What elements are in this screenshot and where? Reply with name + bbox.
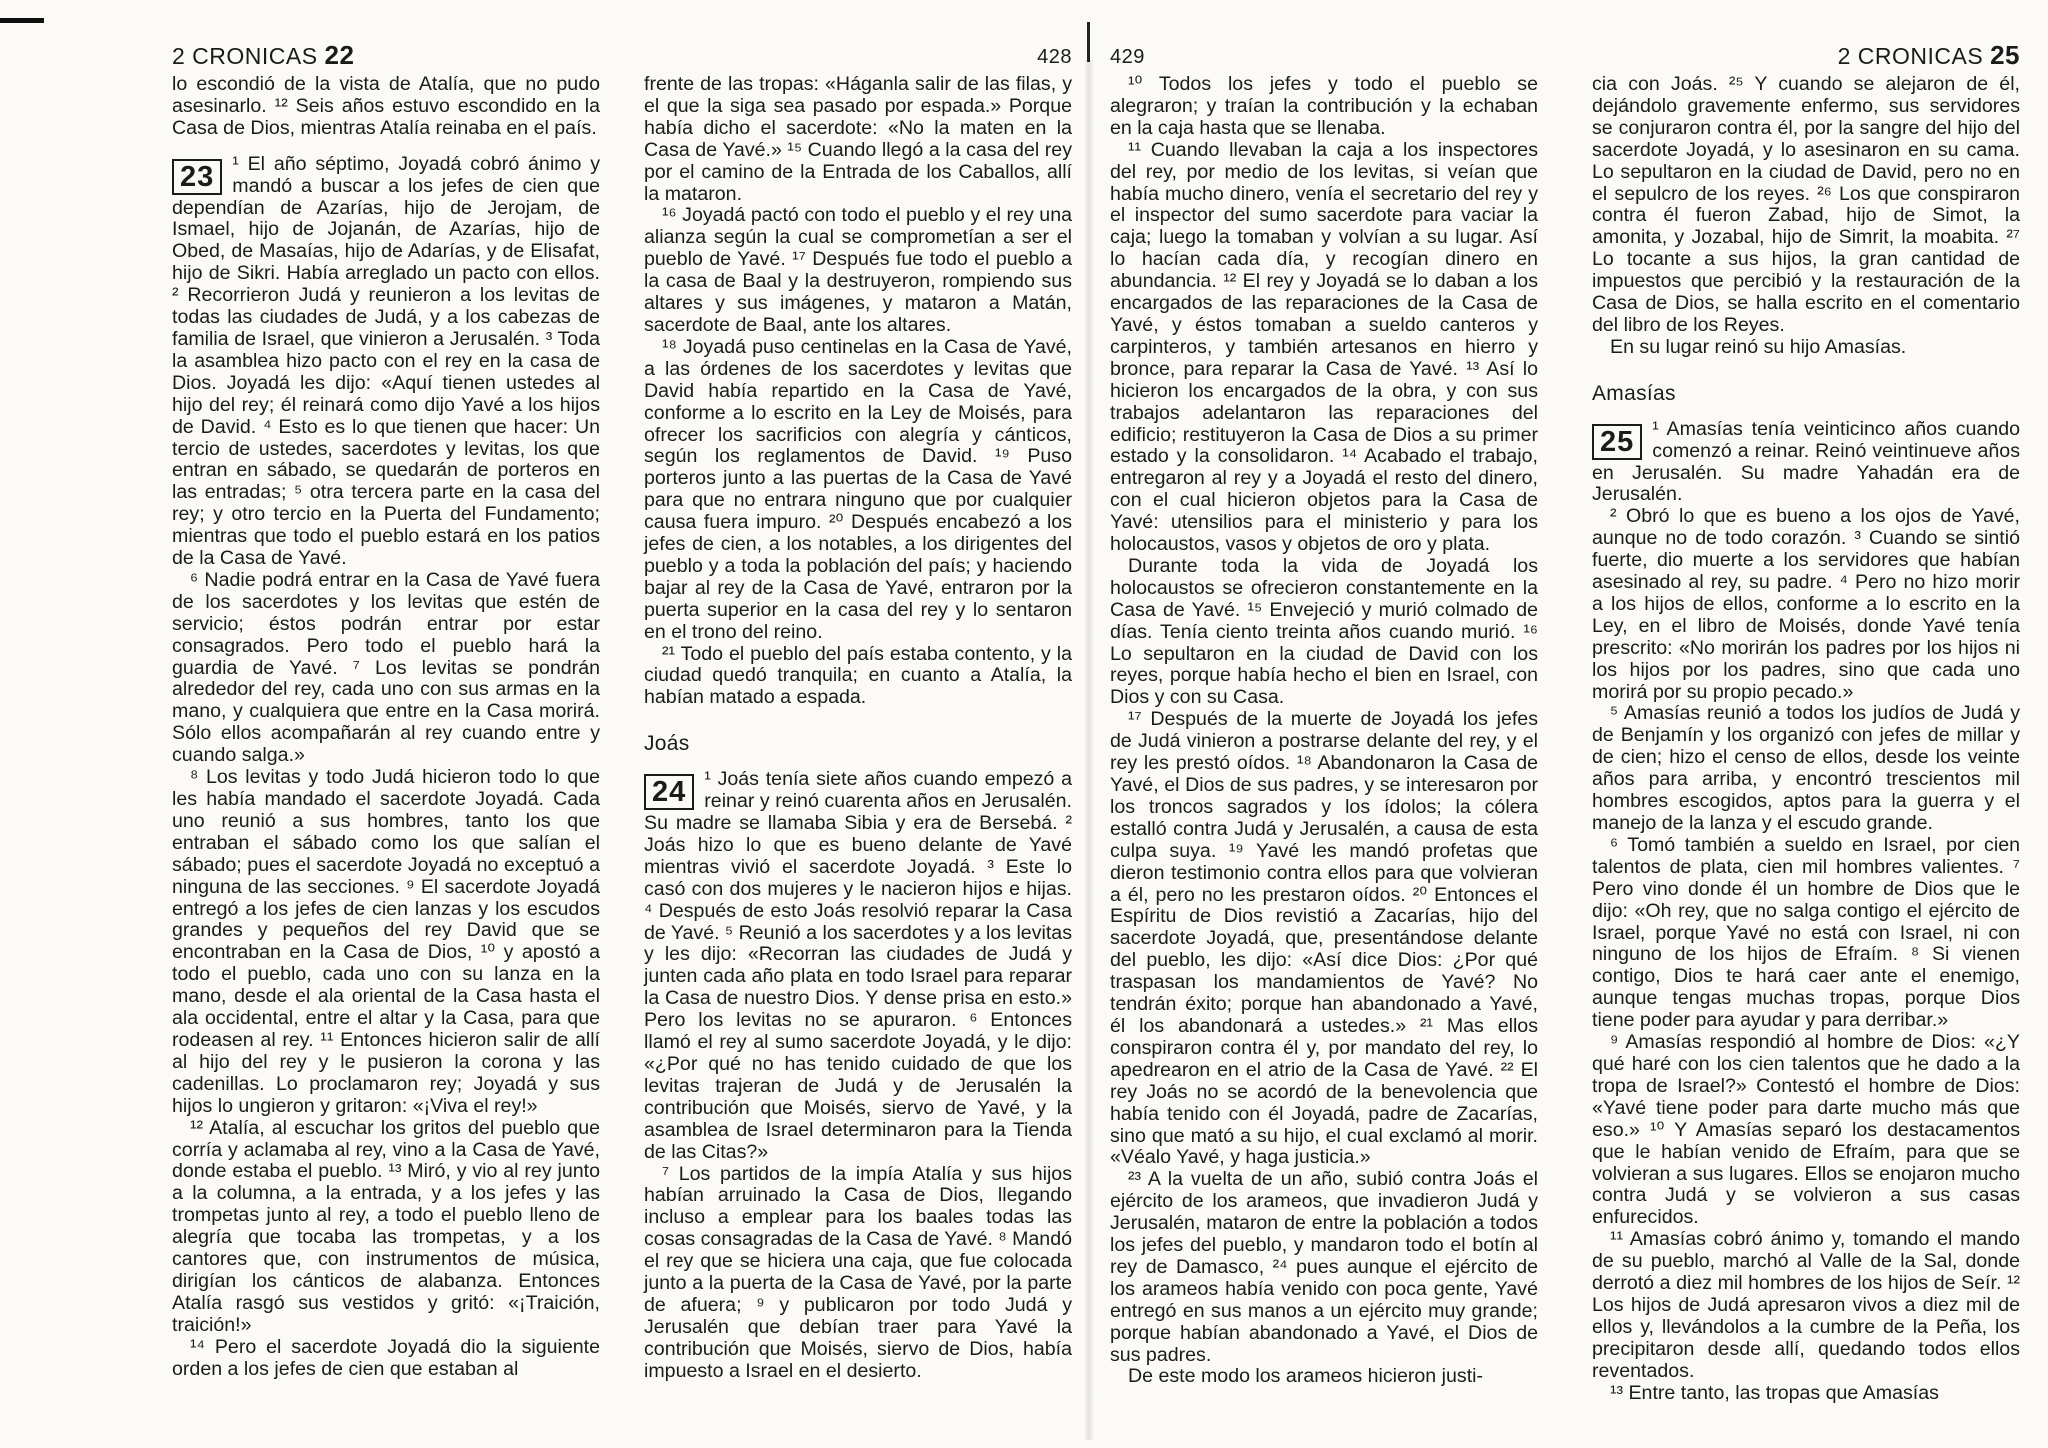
text-column	[172, 74, 600, 1383]
paragraph: lo escondió de la vista de Atalía, que no pudo asesinarlo. ¹² Seis años estuvo escondido en la Casa de Dios, mientras Atalía reinaba en el país.	[172, 73, 600, 139]
verse-text: ¹ Amasías tenía veinticinco años cuando comenzó a reinar. Reinó veintinueve años en Jerusalén. Su madre Yahadán era de Jerusalén.	[1592, 417, 2020, 506]
paragraph: ¹⁶ Joyadá pactó con todo el pueblo y el rey una alianza según la cual se comprometían a ser el pueblo de Yavé. ¹⁷ Después fue todo el pueblo a la casa de Baal y la destruyeron, rompiendo sus altares y sus imágenes, y mataron a Matán, sacerdote de Baal, ante los altares.	[644, 204, 1072, 336]
verse-text: ¹ Joás tenía siete años cuando empezó a reinar y reinó cuarenta años en Jerusalén. Su madre se llamaba Sibia y era de Bersebá. ² Joás hizo lo que es bueno delante de Yavé mientras vivió el sacerdote Joyadá. ³ Este lo casó con dos mujeres y le nacieron hijos e hijas. ⁴ Después de esto Joás resolvió reparar la Casa de Yavé. ⁵ Reunió a los sacerdotes y a los levitas y les dijo: «Recorran las ciudades de Judá y junten cada año plata en todo Israel para reparar la Casa de nuestro Dios. Y dense prisa en esto.» Pero los levitas no se apuraron. ⁶ Entonces llamó el rey al sumo sacerdote Joyadá, y le dijo: «¿Por qué no has tenido cuidado de que los levitas trajeran de Judá y de Jerusalén la contribución que Moisés, siervo de Yavé, y la asamblea de Israel determinaron para la Tienda de las Citas?»	[644, 768, 1072, 1163]
paragraph: ⁹ Amasías respondió al hombre de Dios: «¿Y qué haré con los cien talentos que he dado a la tropa de Israel?» Contestó el hombre de Dios: «Yavé tiene poder para darte mucho más que eso.» ¹⁰ Y Amasías separó los destacamentos que le habían venido de Efraím, para que se volvieran a sus lugares. Ellos se enojaron mucho contra Judá y se volvieron a sus casas enfurecidos.	[1592, 1031, 2020, 1229]
chapter-number: 24	[644, 774, 694, 810]
paragraph: ¹¹ Cuando llevaban la caja a los inspectores del rey, por medio de los levitas, si veían que había mucho dinero, venía el secretario del rey y el inspector del sumo sacerdote para vaciar la caja; luego la tomaban y volvían a su lugar. Así lo hacían cada día, y recogían dinero en abundancia. ¹² El rey y Joyadá se lo daban a los encargados de las reparaciones de la Casa de Yavé, y éstos tomaban a sueldo canteros y carpinteros, y también artesanos en hierro y bronce, para reparar la Casa de Yavé. ¹³ Así lo hicieron los encargados de la obra, y con sus trabajos adelantaron las reparaciones del edificio; restituyeron la Casa de Dios a su primer estado y la consolidaron. ¹⁴ Acabado el trabajo, entregaron al rey y a Joyadá el resto del dinero, con el cual hicieron objetos para la Casa de Yavé: utensilios para el ministerio y para los holocaustos, vasos y objetos de oro y plata.	[1110, 138, 1538, 556]
paragraph: ¹⁴ Pero el sacerdote Joyadá dio la siguiente orden a los jefes de cien que estaban al	[172, 1335, 600, 1380]
running-head	[1838, 40, 2020, 71]
paragraph: En su lugar reinó su hijo Amasías.	[1610, 335, 1907, 358]
right-page	[1110, 40, 2020, 1404]
paragraph: ⁵ Amasías reunió a todos los judíos de Judá y de Benjamín y los organizó con jefes de millar y de cien; hizo el censo de ellos, desde los veinte años para arriba, y encontró trescientos mil hombres escogidos, aptos para la guerra y el manejo de la lanza y el escudo grande.	[1592, 702, 2020, 834]
paragraph: ⁶ Tomó también a sueldo en Israel, por cien talentos de plata, cien mil hombres valientes. ⁷ Pero vino donde él un hombre de Dios que le dijo: «Oh rey, que no salga contigo el ejército de Israel, porque Yavé no está con Israel, ni con ninguno de los hijos de Efraím. ⁸ Si vienen contigo, Dios te hará caer ante el enemigo, aunque tengas muchas tropas, porque Dios tiene poder para ayudar y para derribar.»	[1592, 833, 2020, 1032]
text-column	[1592, 74, 2020, 1404]
running-head	[172, 40, 354, 71]
paragraph: ¹¹ Amasías cobró ánimo y, tomando el mando de su pueblo, marchó al Valle de la Sal, donde derrotó a diez mil hombres de los hijos de Seír. ¹² Los hijos de Judá apresaron vivos a diez mil de ellos y, llevándolos a la cumbre de la Peña, los precipitaron desde allí, quedando todos ellos reventados.	[1592, 1228, 2020, 1382]
text-columns	[172, 74, 1072, 1383]
text-column	[1110, 74, 1538, 1404]
running-head-book: 2 CRONICAS	[172, 43, 318, 69]
book-gutter	[1085, 60, 1093, 1440]
running-head-chapter: 25	[1990, 40, 2020, 70]
paragraph: ¹⁷ Después de la muerte de Joyadá los jefes de Judá vinieron a postrarse delante del rey, y el rey les prestó oídos. ¹⁸ Abandonaron la Casa de Yavé, el Dios de sus padres, y se interesaron por los troncos sagrados y los ídolos; la cólera estalló contra Judá y Jerusalén, a causa de esta culpa suya. ¹⁹ Yavé les mandó profetas que dieron testimonio contra ellos para que volvieran a él, pero no les prestaron oídos. ²⁰ Entonces el Espíritu de Dios revistió a Zacarías, hijo del sacerdote Joyadá, que, presentándose delante del pueblo, les dijo: «Así dice Dios: ¿Por qué traspasan los mandamientos de Yavé? No tendrán éxito; porque han abandonado a Yavé, él los abandonará a ustedes.» ²¹ Mas ellos conspiraron contra él y, por mandato del rey, lo apedrearon en el atrio de la Casa de Yavé. ²² El rey Joás no se acordó de la benevolencia que había tenido con él Joyadá, padre de Zacarías, sino que mató a su hijo, el cual exclamó al morir. «Véalo Yavé, y haga justicia.»	[1110, 708, 1538, 1169]
gutter-mark	[1087, 22, 1090, 62]
paragraph: frente de las tropas: «Háganla salir de las filas, y el que la siga sea pasado por espada.» Porque había dicho el sacerdote: «No la maten en la Casa de Yavé.» ¹⁵ Cuando llegó a la casa del rey por el camino de la Entrada de los Caballos, allí la mataron.	[644, 73, 1072, 205]
paragraph: ⁷ Los partidos de la impía Atalía y sus hijos habían arruinado la Casa de Dios, llegando incluso a emplear para los baales todas las cosas consagradas de la Casa de Yavé. ⁸ Mandó el rey que se hiciera una caja, que fue colocada junto a la puerta de la Casa de Yavé, por la parte de afuera; ⁹ y publicaron por todo Judá y Jerusalén que debían traer para Yavé la contribución que Moisés, siervo de Dios, había impuesto a Israel en el desierto.	[644, 1162, 1072, 1382]
paragraph: ²³ A la vuelta de un año, subió contra Joás el ejército de los arameos, que invadieron Judá y Jerusalén, mataron de entre la población a todos los jefes del pueblo, y mandaron todo el botín al rey de Damasco, ²⁴ pues aunque el ejército de los arameos había venido con poca gente, Yavé entregó en sus manos a un ejército muy grande; porque habían abandonado a Yavé, el Dios de sus padres.	[1110, 1168, 1538, 1366]
corner-scan-mark	[0, 18, 44, 23]
running-head-chapter: 22	[324, 40, 355, 70]
left-page-header	[172, 40, 1072, 74]
chapter-paragraph	[644, 769, 1072, 1163]
paragraph: ²¹ Todo el pueblo del país estaba contento, y la ciudad quedó tranquila; en cuanto a Atalía, la habían matado a espada.	[644, 642, 1072, 709]
chapter-number: 23	[172, 159, 222, 195]
chapter-paragraph	[172, 154, 600, 570]
left-page	[172, 40, 1072, 1383]
text-column	[644, 74, 1072, 1383]
section-title: Joás	[644, 732, 690, 756]
chapter-number: 25	[1592, 424, 1642, 460]
paragraph: ¹⁸ Joyadá puso centinelas en la Casa de Yavé, a las órdenes de los sacerdotes y levitas que David había repartido en la Casa de Yavé, conforme a lo escrito en la Ley de Moisés, para ofrecer los sacrificios con alegría y cánticos, según los reglamentos de David. ¹⁹ Puso porteros junto a las puertas de la Casa de Yavé para que no entrara ninguno que por cualquier causa fuera impuro. ²⁰ Después encabezó a los jefes de cien, a los notables, a los dirigentes del pueblo y a toda la población del país; y haciendo bajar al rey de la Casa de Yavé, entraron por la puerta superior en la casa del rey y lo sentaron en el trono del reino.	[644, 335, 1072, 643]
page-number: 428	[1037, 46, 1072, 68]
right-page-header	[1110, 40, 2020, 74]
verse-text: ¹ El año séptimo, Joyadá cobró ánimo y mandó a buscar a los jefes de cien que dependían de Azarías, hijo de Jerojam, de Ismael, hijo de Jojanán, de Azarías, hijo de Obed, de Masaías, hijo de Adarías, y de Elisafat, hijo de Sikri. Había arreglado un pacto con ellos. ² Recorrieron Judá y reunieron a los levitas de todas las ciudades de Judá, y a los cabezas de familia de Israel, que vinieron a Jerusalén. ³ Toda la asamblea hizo pacto con el rey en la casa de Dios. Joyadá les dijo: «Aquí tienen ustedes al hijo del rey; él reinará como dijo Yavé a los hijos de David. ⁴ Esto es lo que tienen que hacer: Un tercio de ustedes, sacerdotes y levitas, los que entran en sábado, se quedarán de porteros en las entradas; ⁵ otra tercera parte en la casa del rey; y otro tercio en la Puerta del Fundamento; mientras que todo el pueblo estará en los patios de la Casa de Yavé.	[172, 152, 600, 570]
paragraph: ² Obró lo que es bueno a los ojos de Yavé, aunque no de todo corazón. ³ Cuando se sintió fuerte, dio muerte a los servidores que habían asesinado al rey, su padre. ⁴ Pero no hizo morir a los hijos de ellos, conforme a lo escrito en la Ley, en el libro de Moisés, donde Yavé tenía prescrito: «No morirán los padres por los hijos ni los hijos por los padres, sino que cada uno morirá por su propio pecado.»	[1592, 505, 2020, 703]
paragraph: ¹³ Entre tanto, las tropas que Amasías	[1610, 1381, 1939, 1404]
paragraph: Durante toda la vida de Joyadá los holocaustos se ofrecieron constantemente en la Casa de Yavé. ¹⁵ Envejeció y murió colmado de días. Tenía ciento treinta años cuando murió. ¹⁶ Lo sepultaron en la ciudad de David con los reyes, porque había hecho el bien en Israel, con Dios y con su Casa.	[1110, 554, 1538, 709]
paragraph: cia con Joás. ²⁵ Y cuando se alejaron de él, dejándolo gravemente enfermo, sus servidores se conjuraron contra él, por la sangre del hijo del sacerdote Joyadá, y lo asesinaron en su cama. Lo sepultaron en la ciudad de David, pero no en el sepulcro de los reyes. ²⁶ Los que conspiraron contra él fueron Zabad, hijo de Simot, la amonita, y Jozabal, hijo de Simrit, la moabita. ²⁷ Lo tocante a sus hijos, la gran cantidad de impuestos que percibió y la restauración de la Casa de Dios, se halla escrito en el comentario del libro de los Reyes.	[1592, 73, 2020, 336]
paragraph: ¹⁰ Todos los jefes y todo el pueblo se alegraron; y traían la contribución y la echaban en la caja hasta que se llenaba.	[1110, 73, 1538, 139]
paragraph: De este modo los arameos hicieron justi-	[1128, 1365, 1484, 1388]
paragraph: ⁶ Nadie podrá entrar en la Casa de Yavé fuera de los sacerdotes y los levitas que estén de servicio; éstos podrán entrar por estar consagrados. Pero todo el pueblo hará la guardia de Yavé. ⁷ Los levitas se pondrán alrededor del rey, cada uno con sus armas en la mano, y cualquiera que entre en la Casa morirá. Sólo ellos acompañarán al rey cuando entre y cuando salga.»	[172, 568, 600, 767]
chapter-paragraph	[1592, 419, 2020, 507]
running-head-book: 2 CRONICAS	[1837, 43, 1984, 69]
page-number: 429	[1110, 46, 1145, 68]
text-columns	[1110, 74, 2020, 1404]
paragraph: ⁸ Los levitas y todo Judá hicieron todo lo que les había mandado el sacerdote Joyadá. Cada uno reunió a sus hombres, tanto los que entraban el sábado como los que salían el sábado; pues el sacerdote Joyadá no exceptuó a ninguna de las secciones. ⁹ El sacerdote Joyadá entregó a los jefes de cien lanzas y los escudos grandes y pequeños del rey David que se encontraban en la Casa de Dios, ¹⁰ y apostó a todo el pueblo, cada uno con su lanza en la mano, desde el ala oriental de la Casa hasta el ala occidental, entre el altar y la Casa, para que rodeasen al rey. ¹¹ Entonces hicieron salir de allí al hijo del rey y le pusieron la corona y las cadenillas. Lo proclamaron rey; Joyadá y sus hijos lo ungieron y gritaron: «¡Viva el rey!»	[172, 766, 600, 1117]
paragraph: ¹² Atalía, al escuchar los gritos del pueblo que corría y aclamaba al rey, vino a la Casa de Yavé, donde estaba el pueblo. ¹³ Miró, y vio al rey junto a la columna, a la entrada, y a los jefes y las trompetas junto al rey, a todo el pueblo lleno de alegría que tocaba las trompetas, y a los cantores que, con instrumentos de música, dirigían los cánticos de alabanza. Entonces Atalía rasgó sus vestidos y gritó: «¡Traición, traición!»	[172, 1116, 600, 1336]
section-title: Amasías	[1592, 381, 1676, 405]
